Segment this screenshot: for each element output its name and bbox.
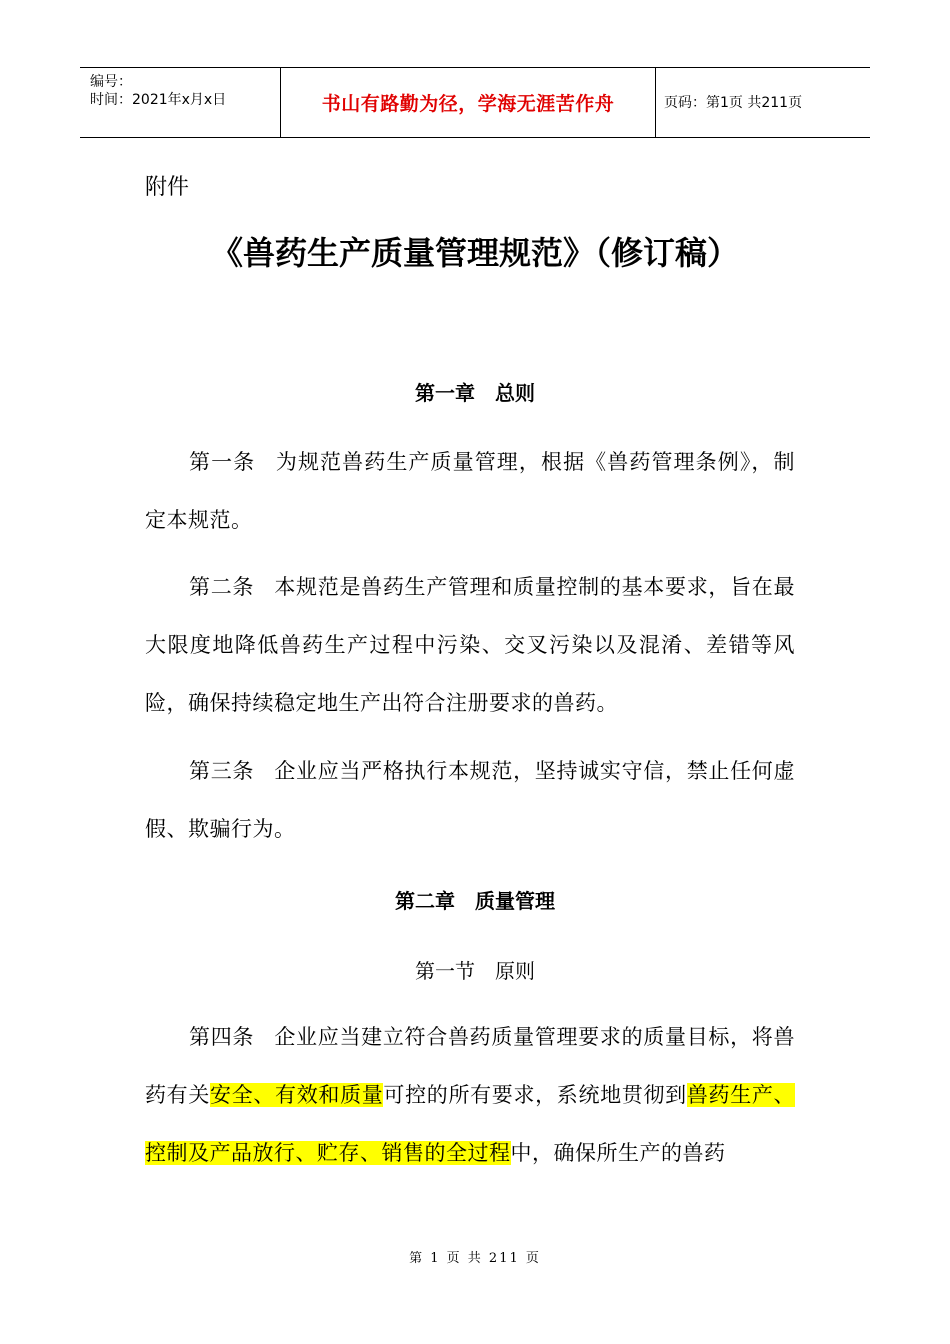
article-1	[145, 433, 795, 549]
page-footer: 第 1 页 共 211 页	[409, 1251, 541, 1266]
header-meta-cell	[80, 68, 280, 137]
article-number: 第一条	[189, 450, 256, 474]
article-text: 企业应当建立符合兽药质量管理要求的质量目标，将兽药有关	[145, 1025, 796, 1107]
attachment-label: 附件	[145, 175, 190, 200]
chapter-number: 第一章	[415, 381, 475, 405]
article-4	[145, 1008, 795, 1182]
document-date: 时间：2021年x月x日	[90, 92, 227, 108]
article-text: 为规范兽药生产质量管理，根据《兽药管理条例》，制定本规范。	[145, 450, 796, 532]
section-number: 第一节	[415, 959, 475, 983]
article-number: 第四条	[189, 1025, 255, 1049]
header-page-cell	[655, 68, 870, 137]
page-code: 页码：第1页 共211页	[664, 94, 803, 111]
chapter-heading-2	[0, 885, 950, 914]
article-number: 第三条	[189, 759, 255, 783]
article-text: 企业应当严格执行本规范，坚持诚实守信，禁止任何虚假、欺骗行为。	[145, 759, 796, 841]
article-number: 第二条	[189, 575, 255, 599]
chapter-number: 第二章	[395, 889, 455, 913]
section-heading-1	[0, 955, 950, 984]
header-table	[80, 67, 870, 138]
chapter-heading-1	[0, 377, 950, 406]
chapter-name: 质量管理	[475, 889, 555, 913]
document-title: 《兽药生产质量管理规范》（修订稿）	[210, 234, 739, 272]
section-name: 原则	[495, 959, 535, 983]
highlighted-text: 兽药生产、控制及产品放行、贮存、销售的全过程	[145, 1083, 796, 1165]
chapter-name: 总则	[495, 381, 535, 405]
article-2	[145, 558, 795, 732]
article-text: 本规范是兽药生产管理和质量控制的基本要求，旨在最大限度地降低兽药生产过程中污染、交叉污染以及混淆、差错等风险，确保持续稳定地生产出符合注册要求的兽药。	[145, 575, 796, 715]
article-text: 可控的所有要求，系统地贯彻到	[383, 1083, 687, 1107]
article-text: 中，确保所生产的兽药	[510, 1141, 726, 1165]
header-motto-cell	[280, 68, 656, 137]
highlighted-text: 安全、有效和质量	[210, 1083, 384, 1107]
motto-text: 书山有路勤为径，学海无涯苦作舟	[321, 93, 615, 115]
article-3	[145, 742, 795, 858]
document-number: 编号：	[90, 74, 132, 90]
